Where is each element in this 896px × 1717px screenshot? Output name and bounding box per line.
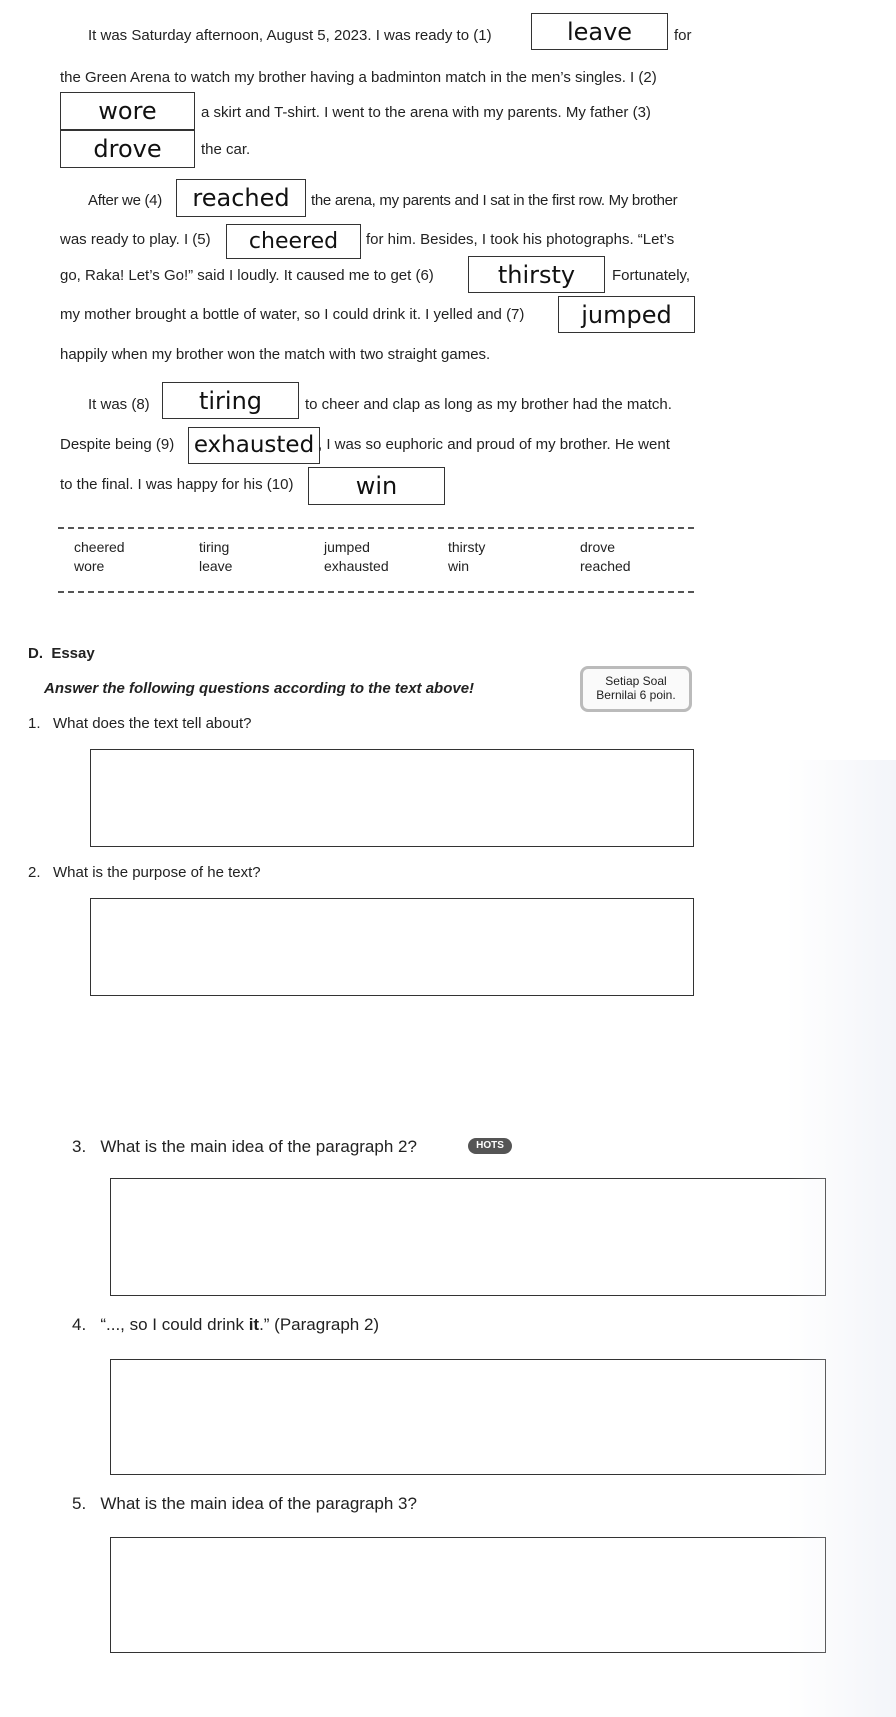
blank-3[interactable] xyxy=(60,130,195,168)
answer-6: thirsty xyxy=(497,260,576,289)
answer-9: exhausted xyxy=(193,432,315,458)
blank-1[interactable] xyxy=(531,13,668,50)
blank-7[interactable] xyxy=(558,296,695,333)
word-bank-item: tiring xyxy=(199,539,230,555)
word-bank-item: leave xyxy=(199,558,233,574)
p2-line2-text: was ready to play. I (5) xyxy=(60,231,211,248)
question-1: 1. What does the text tell about? xyxy=(28,715,252,732)
question-5: 5. What is the main idea of the paragraph 3? xyxy=(72,1494,417,1513)
blank-4[interactable] xyxy=(176,179,306,217)
p3-line1-text: It was (8) xyxy=(88,396,150,413)
question-4-pre: 4. “..., so I could drink xyxy=(72,1315,249,1334)
word-bank-item: reached xyxy=(580,558,631,574)
blank-8[interactable] xyxy=(162,382,299,419)
p1-line1-text: It was Saturday afternoon, August 5, 2023. I was ready to (1) xyxy=(88,27,492,44)
p1-line3-text: a skirt and T-shirt. I went to the arena with my parents. My father (3) xyxy=(201,104,651,121)
word-bank xyxy=(58,527,694,593)
answer-3: drove xyxy=(93,135,162,163)
blank-10[interactable] xyxy=(308,467,445,505)
p2-line3-text: go, Raka! Let’s Go!” said I loudly. It caused me to get (6) xyxy=(60,267,434,284)
answer-5: cheered xyxy=(248,228,339,254)
p1-line4-text: the car. xyxy=(201,141,251,158)
p3-line2-end: , I was so euphoric and proud of my brother. He went xyxy=(318,436,670,453)
section-instruction: Answer the following questions according to the text above! xyxy=(44,680,475,697)
p2-line1-end: the arena, my parents and I sat in the first row. My brother xyxy=(311,192,678,209)
p2-line2-end: for him. Besides, I took his photographs. “Let’s xyxy=(366,231,675,248)
answer-box-5[interactable] xyxy=(110,1537,826,1653)
p2-line4-text: my mother brought a bottle of water, so I could drink it. I yelled and (7) xyxy=(60,306,525,323)
hots-badge: HOTS xyxy=(468,1138,512,1154)
answer-box-4[interactable] xyxy=(110,1359,826,1475)
question-2: 2. What is the purpose of he text? xyxy=(28,864,261,881)
word-bank-item: win xyxy=(448,558,470,574)
answer-2: wore xyxy=(98,97,157,125)
blank-5[interactable] xyxy=(226,224,361,259)
question-4-post: .” (Paragraph 2) xyxy=(259,1315,380,1334)
p2-line5-text: happily when my brother won the match with two straight games. xyxy=(60,346,491,363)
blank-9[interactable] xyxy=(188,427,320,464)
p3-line2-text: Despite being (9) xyxy=(60,436,175,453)
question-4 xyxy=(72,1315,379,1335)
answer-10: win xyxy=(355,472,398,500)
answer-box-1[interactable] xyxy=(90,749,694,847)
answer-1: leave xyxy=(566,17,633,46)
badge-line-1: Setiap Soal xyxy=(605,674,667,688)
question-3: 3. What is the main idea of the paragraph 2? xyxy=(72,1137,417,1156)
word-bank-item: cheered xyxy=(74,539,125,555)
answer-box-2[interactable] xyxy=(90,898,694,996)
badge-line-2: Bernilai 6 poin. xyxy=(596,688,676,702)
blank-6[interactable] xyxy=(468,256,605,293)
page-edge-shadow xyxy=(786,760,896,1717)
p1-line1-end: for xyxy=(674,27,692,44)
blank-2[interactable] xyxy=(60,92,195,130)
answer-8: tiring xyxy=(198,386,263,415)
word-bank-item: jumped xyxy=(324,539,370,555)
answer-7: jumped xyxy=(581,300,672,329)
p1-line2-text: the Green Arena to watch my brother having a badminton match in the men’s singles. I (2) xyxy=(60,69,657,86)
word-bank-item: wore xyxy=(74,558,105,574)
p3-line1-end: to cheer and clap as long as my brother had the match. xyxy=(305,396,672,413)
points-badge xyxy=(580,666,692,712)
p2-line1-text: After we (4) xyxy=(88,192,162,209)
question-4-bold: it xyxy=(248,1315,260,1334)
p3-line3-text: to the final. I was happy for his (10) xyxy=(60,476,294,493)
word-bank-item: drove xyxy=(580,539,616,555)
word-bank-item: thirsty xyxy=(448,539,486,555)
section-heading: D. Essay xyxy=(28,645,95,662)
answer-4: reached xyxy=(192,184,290,212)
p2-line3-end: Fortunately, xyxy=(612,267,691,284)
answer-box-3[interactable] xyxy=(110,1178,826,1296)
word-bank-item: exhausted xyxy=(324,558,389,574)
